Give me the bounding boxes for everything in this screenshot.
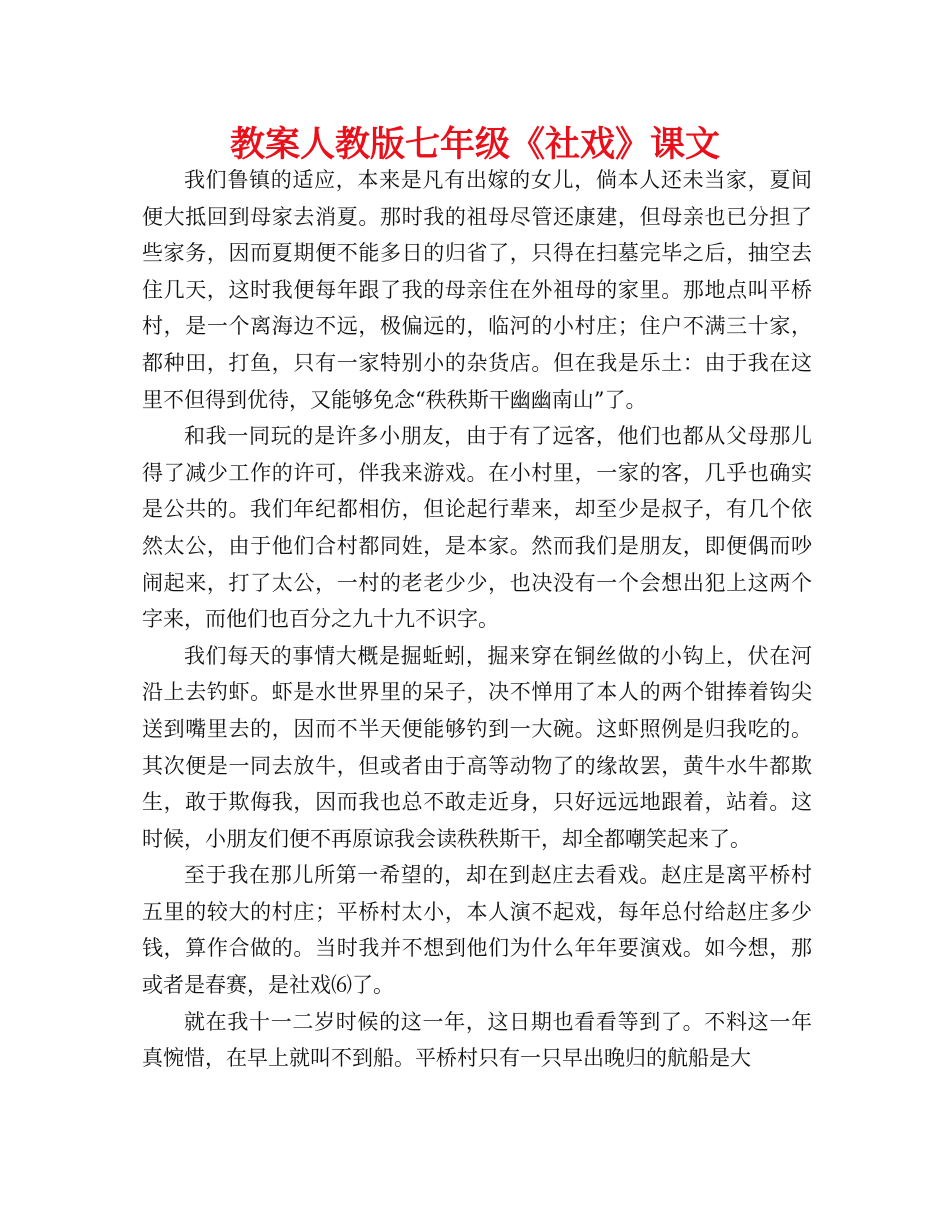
paragraph-3: 我们每天的事情大概是掘蚯蚓，掘来穿在铜丝做的小钩上，伏在河沿上去钓虾。虾是水世界里的呆子，决不惮用了本人的两个钳捧着钩尖送到嘴里去的，因而不半天便能够钓到一大碗。这虾照例是归我吃的。其次便是一同去放牛，但或者由于高等动物了的缘故罢，黄牛水牛都欺生，敢于欺侮我，因而我也总不敢走近身，只好远远地跟着，站着。这时候，小朋友们便不再原谅我会读秩秩斯干，却全都嘲笑起来了。 [142, 643, 812, 851]
paragraph-4: 至于我在那儿所第一希望的，却在到赵庄去看戏。赵庄是离平桥村五里的较大的村庄；平桥村太小，本人演不起戏，每年总付给赵庄多少钱，算作合做的。当时我并不想到他们为什么年年要演戏。如今想，那或者是春赛，是社戏⑹了。 [142, 863, 812, 998]
paragraph-2: 和我一同玩的是许多小朋友，由于有了远客，他们也都从父母那儿得了减少工作的许可，伴我来游戏。在小村里，一家的客，几乎也确实是公共的。我们年纪都相仿，但论起行辈来，却至少是叔子，有几个依然太公，由于他们合村都同姓，是本家。然而我们是朋友，即便偶而吵闹起来，打了太公，一村的老老少少，也决没有一个会想出犯上这两个字来，而他们也百分之九十九不识字。 [142, 424, 812, 632]
document-body [142, 162, 812, 1077]
document-title: 教案人教版七年级《社戏》课文 [229, 125, 720, 165]
paragraph-5: 就在我十一二岁时候的这一年，这日期也看看等到了。不料这一年真惋惜，在早上就叫不到船。平桥村只有一只早出晚归的航船是大 [142, 1009, 812, 1071]
paragraph-1: 我们鲁镇的适应，本来是凡有出嫁的女儿，倘本人还未当家，夏间便大抵回到母家去消夏。那时我的祖母尽管还康建，但母亲也已分担了些家务，因而夏期便不能多日的归省了，只得在扫墓完毕之后，抽空去住几天，这时我便每年跟了我的母亲住在外祖母的家里。那地点叫平桥村，是一个离海边不远，极偏远的，临河的小村庄；住户不满三十家，都种田，打鱼，只有一家特别小的杂货店。但在我是乐土：由于我在这里不但得到优待，又能够免念“秩秩斯干幽幽南山”了。 [142, 168, 812, 412]
